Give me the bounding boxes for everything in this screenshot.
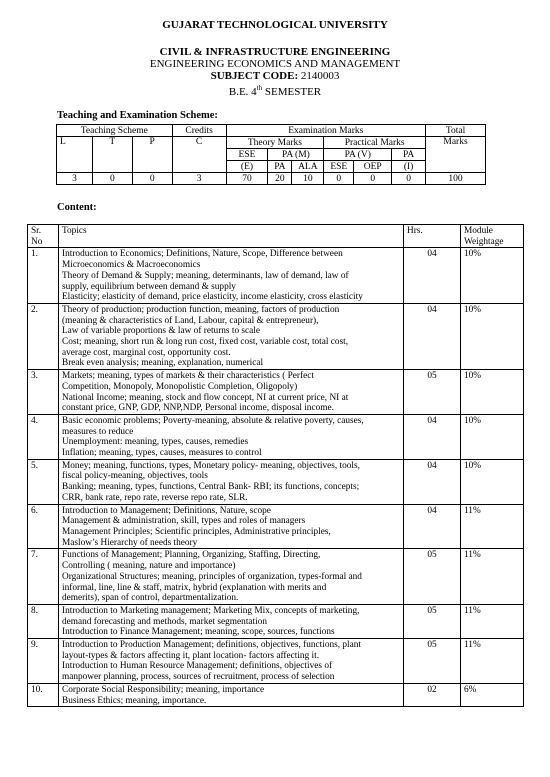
topic-line: supply, equilibrium between demand & supply [62, 281, 236, 292]
scheme-value: 0 [92, 173, 132, 185]
content-head-topics: Topics [59, 225, 404, 248]
subject-code [0, 70, 550, 82]
scheme-value: 100 [426, 173, 486, 185]
content-row [28, 549, 524, 605]
scheme-head-exam: Examination Marks [226, 125, 426, 137]
subject-code-value: 2140003 [300, 70, 340, 82]
topic-line: Business Ethics; meaning, importance. [62, 695, 207, 706]
content-topics [59, 459, 404, 504]
content-row [28, 683, 524, 706]
topic-line: Introduction to Production Management; definitions, objectives, functions, plant [62, 640, 361, 651]
scheme-head-marks: Marks [426, 137, 486, 173]
topic-line: informal, line, line & staff, matrix, hybrid (explanation with merits and [62, 582, 327, 593]
content-row [28, 414, 524, 459]
topic-line: Banking; meaning, types, functions, Central Bank- RBI; its functions, concepts; [62, 482, 360, 493]
scheme-head-ese: ESE [226, 149, 268, 161]
content-row [28, 303, 524, 369]
scheme-head-pam: PA (M) [268, 149, 324, 161]
content-topics [59, 414, 404, 459]
scheme-value: 3 [172, 173, 226, 185]
content-hrs: 02 [404, 683, 461, 706]
scheme-head-i: (I) [392, 161, 426, 173]
topic-line: Maslow’s Hierarchy of needs theory [62, 537, 198, 548]
topic-line: Inflation; meaning, types, causes, measures to control [62, 448, 262, 459]
topic-line: demand forecasting and methods, market segmentation [62, 616, 267, 627]
content-topics [59, 303, 404, 369]
semester-pre: B.E. 4 [228, 86, 257, 98]
content-sr: 10. [28, 683, 59, 706]
scheme-head-ese2: ESE [324, 161, 354, 173]
scheme-head-teaching: Teaching Scheme [57, 125, 173, 137]
semester-sup: th [256, 84, 263, 92]
content-topics [59, 604, 404, 638]
content-head-sr [28, 225, 59, 248]
content-topics [59, 549, 404, 605]
content-weightage: 11% [461, 639, 524, 684]
content-weightage: 11% [461, 504, 524, 549]
content-weightage: 11% [461, 549, 524, 605]
topic-line: constant price, GNP, GDP, NNP,NDP, Personal income, disposal income. [62, 403, 334, 414]
content-topics [59, 370, 404, 415]
topic-line: average cost, marginal cost, opportunity cost. [62, 347, 231, 358]
scheme-head-pav: PA (V) [324, 149, 392, 161]
content-sr: 2. [28, 303, 59, 369]
topic-line: Law of variable proportions & law of returns to scale [62, 326, 261, 337]
topic-line: Functions of Management; Planning, Organizing, Staffing, Directing, [62, 550, 321, 561]
content-row [28, 604, 524, 638]
semester [0, 86, 550, 98]
content-sr: 4. [28, 414, 59, 459]
topic-line: Introduction to Management; Definitions, Nature, scope [62, 505, 271, 516]
topic-line: Management Principles; Scientific principles, Administrative principles, [62, 526, 331, 537]
university-title: GUJARAT TECHNOLOGICAL UNIVERSITY [162, 19, 388, 31]
content-hrs: 04 [404, 414, 461, 459]
content-head-hrs: Hrs. [404, 225, 461, 248]
scheme-value: 20 [268, 173, 292, 185]
topic-line: Introduction to Finance Management; meaning, scope, sources, functions [62, 627, 335, 638]
content-topics [59, 639, 404, 684]
scheme-value: 0 [392, 173, 426, 185]
branch-title: CIVIL & INFRASTRUCTURE ENGINEERING [159, 46, 391, 58]
content-body [28, 248, 524, 707]
scheme-head-e: (E) [226, 161, 268, 173]
content-hrs: 04 [404, 303, 461, 369]
content-weightage: 10% [461, 248, 524, 304]
content-table [27, 224, 524, 707]
content-weightage: 10% [461, 459, 524, 504]
scheme-values-row [57, 173, 486, 185]
topic-line: Introduction to Human Resource Management; definitions, objectives of [62, 661, 333, 672]
scheme-head-total: Total [426, 125, 486, 137]
content-topics [59, 504, 404, 549]
scheme-head-oep: OEP [354, 161, 392, 173]
scheme-value: 70 [226, 173, 268, 185]
topic-line: Cost; meaning, short run & long run cost, fixed cost, variable cost, total cost, [62, 337, 349, 348]
topic-line: layout-types & factors affecting it, plant location- factors affecting it. [62, 650, 320, 661]
content-topics [59, 683, 404, 706]
scheme-header-row-1 [57, 125, 486, 137]
topic-line: Break even analysis; meaning, explanation, numerical [62, 358, 264, 369]
subject-title: ENGINEERING ECONOMICS AND MANAGEMENT [149, 58, 401, 70]
content-weightage: 10% [461, 370, 524, 415]
content-row [28, 248, 524, 304]
content-head-module-line1: Module [464, 226, 493, 236]
topic-line: Organizational Structures; meaning, principles of organization, types-formal and [62, 571, 362, 582]
content-sr: 5. [28, 459, 59, 504]
content-sr: 3. [28, 370, 59, 415]
scheme-value: 0 [354, 173, 392, 185]
topic-line: Basic economic problems; Poverty-meaning, absolute & relative poverty, causes, [62, 415, 364, 426]
content-hrs: 04 [404, 248, 461, 304]
content-heading: Content: [57, 202, 97, 213]
scheme-head-l: L [57, 137, 93, 173]
scheme-value: 10 [292, 173, 324, 185]
scheme-head-pa: PA [392, 149, 426, 161]
content-hrs: 05 [404, 370, 461, 415]
scheme-value: 0 [324, 173, 354, 185]
content-weightage: 10% [461, 303, 524, 369]
topic-line: Money; meaning, functions, types, Monetary policy- meaning, objectives, tools, [62, 460, 360, 471]
scheme-head-theory: Theory Marks [226, 137, 324, 149]
scheme-head-c: C [172, 137, 226, 173]
topic-line: Theory of Demand & Supply; meaning, determinants, law of demand, law of [62, 270, 349, 281]
content-hrs: 04 [404, 504, 461, 549]
topic-line: Unemployment: meaning, types, causes, remedies [62, 437, 249, 448]
scheme-table [56, 124, 486, 185]
topic-line: Introduction to Marketing management; Marketing Mix, concepts of marketing, [62, 605, 360, 616]
scheme-head-credits: Credits [172, 125, 226, 137]
content-head-sr-line1: Sr. [31, 226, 42, 236]
scheme-head-p: P [132, 137, 172, 173]
content-row [28, 639, 524, 684]
scheme-head-t: T [92, 137, 132, 173]
topic-line: manpower planning, process, sources of recruitment, process of selection [62, 672, 335, 683]
content-head-module-line2: Weightage [464, 236, 504, 247]
topic-line: CRR, bank rate, repo rate, reverse repo rate, SLR. [62, 492, 248, 503]
topic-line: Controlling ( meaning, nature and importance) [62, 561, 236, 572]
content-sr: 7. [28, 549, 59, 605]
subject-code-label: SUBJECT CODE: [210, 70, 299, 82]
topic-line: Microeconomics & Macroeconomics [62, 260, 201, 271]
content-row [28, 459, 524, 504]
topic-line: measures to reduce [62, 426, 134, 437]
content-head-module [461, 225, 524, 248]
semester-post: SEMESTER [264, 86, 322, 98]
content-hrs: 04 [404, 459, 461, 504]
content-row [28, 504, 524, 549]
scheme-head-practical: Practical Marks [324, 137, 426, 149]
content-sr: 6. [28, 504, 59, 549]
topic-line: demerits), span of control, departmentalization. [62, 593, 239, 604]
content-head-sr-line2: No [31, 236, 43, 247]
content-hrs: 05 [404, 549, 461, 605]
content-sr: 1. [28, 248, 59, 304]
topic-line: National Income; meaning, stock and flow concept, NI at current price, NI at [62, 392, 349, 403]
topic-line: fiscal policy-meaning, objectives, tools [62, 471, 208, 482]
topic-line: Competition, Monopoly, Monopolistic Completion, Oligopoly) [62, 381, 298, 392]
content-sr: 9. [28, 639, 59, 684]
topic-line: Introduction to Economics; Definitions, Nature, Scope, Difference between [62, 249, 343, 260]
scheme-value: 0 [132, 173, 172, 185]
scheme-head-ala: ALA [292, 161, 324, 173]
scheme-header-row-2 [57, 137, 486, 149]
content-weightage: 11% [461, 604, 524, 638]
topic-line: Elasticity; elasticity of demand, price elasticity, income elasticity, cross elasticity [62, 292, 363, 303]
scheme-head-pa2: PA [268, 161, 292, 173]
content-sr: 8. [28, 604, 59, 638]
content-header-row [28, 225, 524, 248]
scheme-value: 3 [57, 173, 93, 185]
scheme-heading: Teaching and Examination Scheme: [57, 110, 218, 121]
content-weightage: 10% [461, 414, 524, 459]
content-weightage: 6% [461, 683, 524, 706]
content-row [28, 370, 524, 415]
content-hrs: 05 [404, 604, 461, 638]
topic-line: (meaning & characteristics of Land, Labour, capital & entrepreneur), [62, 315, 319, 326]
topic-line: Corporate Social Responsibility; meaning, importance [62, 684, 265, 695]
topic-line: Management & administration, skill, types and roles of managers [62, 516, 306, 527]
content-topics [59, 248, 404, 304]
topic-line: Theory of production; production function, meaning, factors of production [62, 304, 340, 315]
topic-line: Markets; meaning, types of markets & their characteristics ( Perfect [62, 371, 314, 382]
content-hrs: 05 [404, 639, 461, 684]
